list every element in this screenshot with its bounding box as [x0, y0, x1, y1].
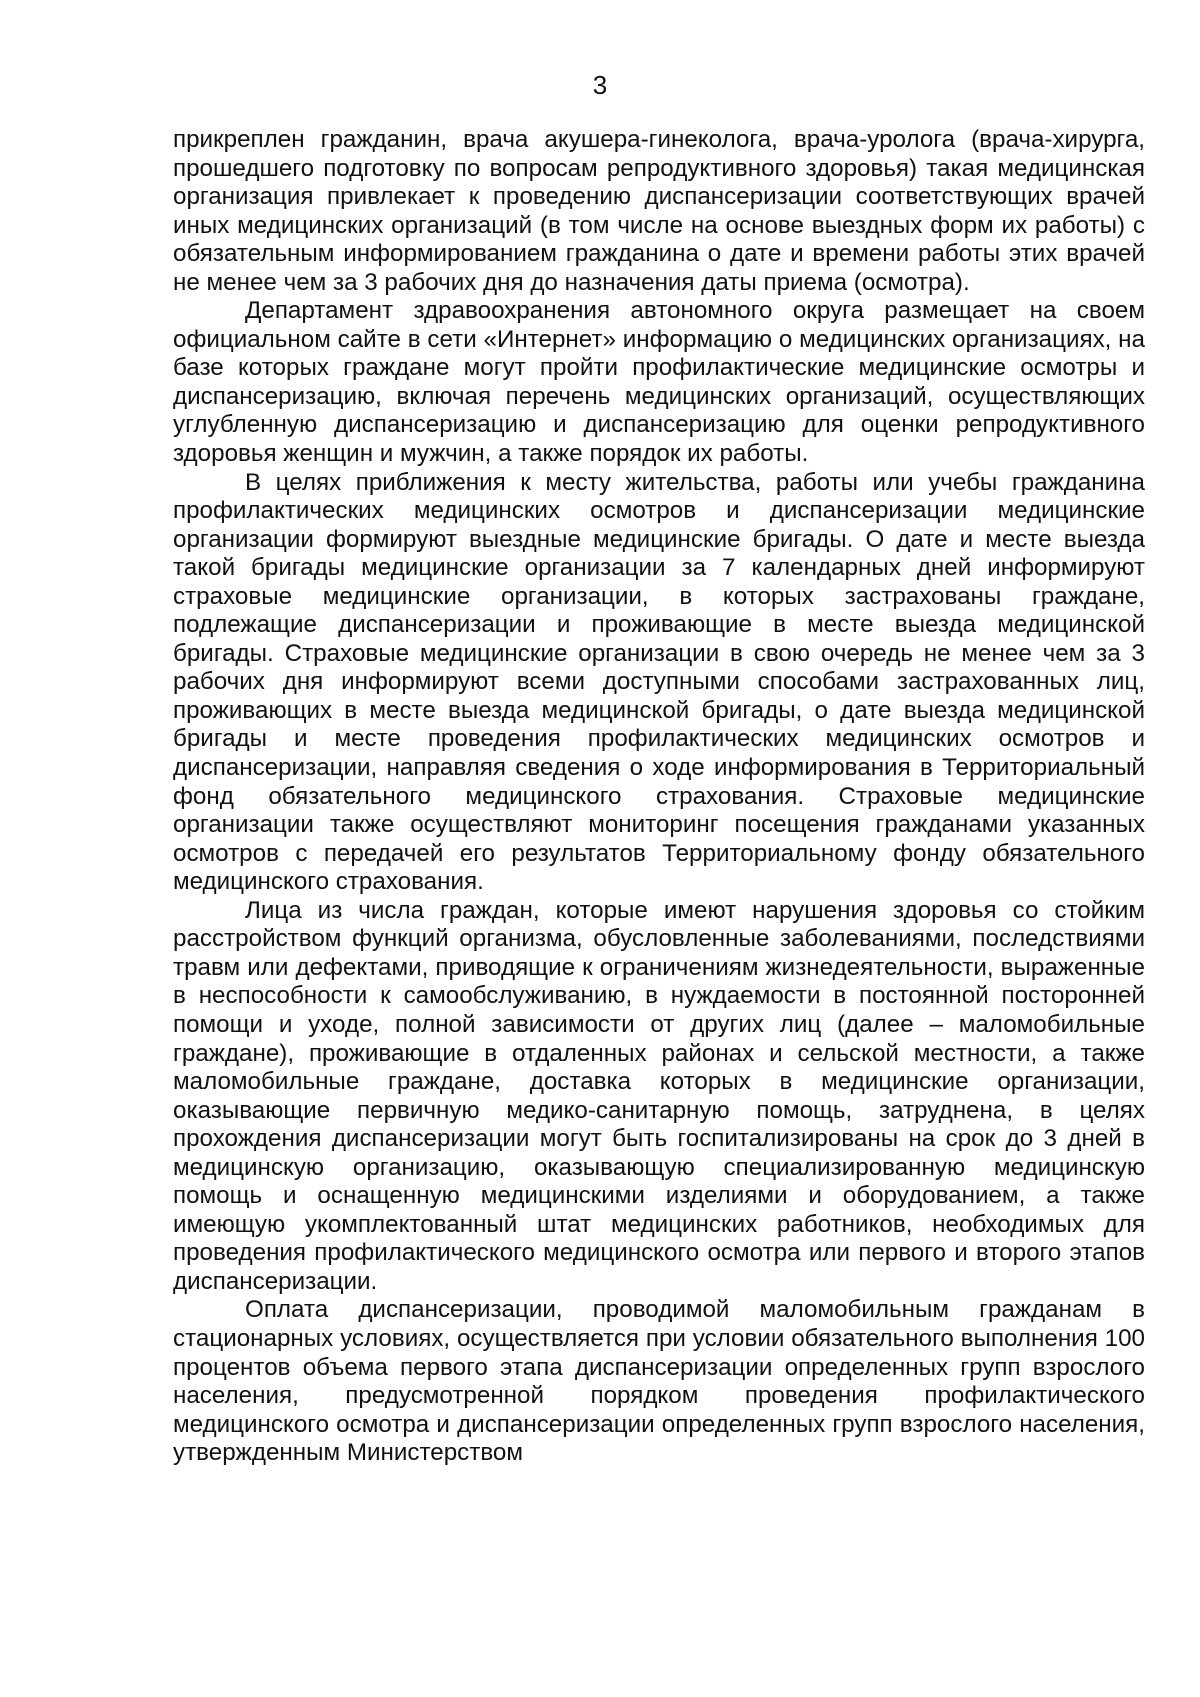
paragraph-1: прикреплен гражданин, врача акушера-гинеколога, врача-уролога (врача-хирурга, прошедшего подготовку по вопросам репродуктивного здоровья) такая медицинская организация привлекает к проведению диспансеризации соответствующих врачей иных медицинских организаций (в том числе на основе выездных форм их работы) с обязательным информированием гражданина о дате и времени работы этих врачей не менее чем за 3 рабочих дня до назначения даты приема (осмотра).: [173, 126, 1145, 296]
page-number: 3: [592, 70, 608, 100]
paragraph-4: Лица из числа граждан, которые имеют нарушения здоровья со стойким расстройством функций организма, обусловленные заболеваниями, последствиями травм или дефектами, приводящие к ограничениям жизнедеятельности, выраженные в неспособности к самообслуживанию, в нуждаемости в постоянной посторонней помощи и уходе, полной зависимости от других лиц (далее – маломобильные граждане), проживающие в отдаленных районах и сельской местности, а также маломобильные граждане, доставка которых в медицинские организации, оказывающие первичную медико-санитарную помощь, затруднена, в целях прохождения диспансеризации могут быть госпитализированы на срок до 3 дней в медицинскую организацию, оказывающую специализированную медицинскую помощь и оснащенную медицинскими изделиями и оборудованием, а также имеющую укомплектованный штат медицинских работников, необходимых для проведения профилактического медицинского осмотра или первого и второго этапов диспансеризации.: [173, 896, 1145, 1295]
paragraph-5: Оплата диспансеризации, проводимой маломобильным гражданам в стационарных условиях, осуществляется при условии обязательного выполнения 100 процентов объема первого этапа диспансеризации определенных групп взрослого населения, предусмотренной порядком проведения профилактического медицинского осмотра и диспансеризации определенных групп взрослого населения, утвержденным Министерством: [173, 1296, 1145, 1467]
paragraph-3: В целях приближения к месту жительства, работы или учебы гражданина профилактических медицинских осмотров и диспансеризации медицинские организации формируют выездные медицинские бригады. О дате и месте выезда такой бригады медицинские организации за 7 календарных дней информируют страховые медицинские организации, в которых застрахованы граждане, подлежащие диспансеризации и проживающие в месте выезда медицинской бригады. Страховые медицинские организации в свою очередь не менее чем за 3 рабочих дня информируют всеми доступными способами застрахованных лиц, проживающих в месте выезда медицинской бригады, о дате выезда медицинской бригады и месте проведения профилактических медицинских осмотров и диспансеризации, направляя сведения о ходе информирования в Территориальный фонд обязательного медицинского страхования. Страховые медицинские организации также осуществляют мониторинг посещения гражданами указанных осмотров с передачей его результатов Территориальному фонду обязательного медицинского страхования.: [173, 468, 1145, 896]
paragraph-2: Департамент здравоохранения автономного округа размещает на своем официальном сайте в сети «Интернет» информацию о медицинских организациях, на базе которых граждане могут пройти профилактические медицинские осмотры и диспансеризацию, включая перечень медицинских организаций, осуществляющих углубленную диспансеризацию и диспансеризацию для оценки репродуктивного здоровья женщин и мужчин, а также порядок их работы.: [173, 297, 1145, 468]
document-body: [173, 126, 1145, 1468]
